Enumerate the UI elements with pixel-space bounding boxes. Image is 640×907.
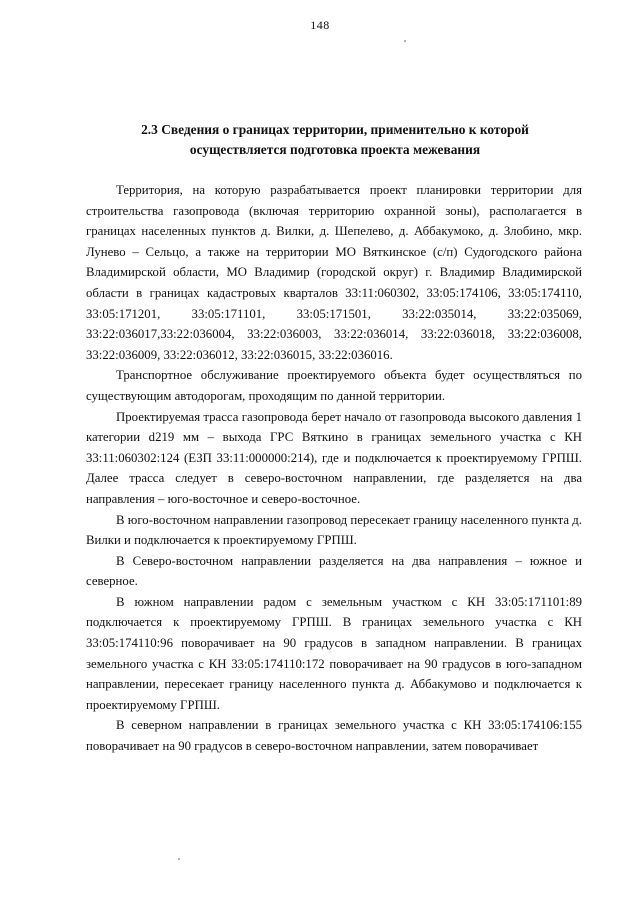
paragraph-southeast: В юго-восточном направлении газопровод пересекает границу населенного пункта д. Вилки и подключается к проектируемому ГРПШ. [86, 512, 582, 548]
paragraph-south: В южном направлении радом с земельным участком с КН 33:05:171101:89 подключается к проектируемому ГРПШ. В границах земельного участка с КН 33:05:174110:96 поворачивает на 90 градусов в западном направлении. В границах земельного участка с КН 33:05:174110:172 поворачивает на 90 градусов в юго-западном направлении, пересекает границу населенного пункта д. Аббакумово и подключается к проектируемому ГРПШ. [86, 594, 582, 712]
page-number: 148 [310, 18, 330, 32]
paragraph-north: В северном направлении в границах земельного участка с КН 33:05:174106:155 поворачивает на 90 градусов в северо-восточном направлении, затем поворачивает [86, 718, 582, 754]
section-heading [100, 120, 570, 160]
scan-speck [178, 858, 180, 860]
paragraph-route-start: Проектируемая трасса газопровода берет начало от газопровода высокого давления 1 категории d219 мм – выхода ГРС Вяткино в границах земельного участка с КН 33:11:060302:124 (ЕЗП 33:11:000000:214), где и подключается к проектируемому ГРПШ. Далее трасса следует в северо-восточном направлении, где разделяется на два направления – юго-восточное и северо-восточное. [86, 409, 582, 506]
section-heading-line-1: 2.3 Сведения о границах территории, применительно к которой [141, 122, 529, 137]
paragraph-northeast: В Северо-восточном направлении разделяется на два направления – южное и северное. [86, 553, 582, 589]
paragraph-territory: Территория, на которую разрабатывается проект планировки территории для строительства газопровода (включая территорию охранной зоны), располагается в границах населенных пунктов д. Вилки, д. Шепелево, д. Аббакумоко, д. Злобино, мкр. Лунево – Сельцо, а также на территории МО Вяткинское (с/п) Судогодского района Владимирской области, МО Владимир (городской округ) г. Владимир Владимирской области в границах кадастровых кварталов 33:11:060302, 33:05:174106, 33:05:174110, 33:05:171201, 33:05:171101, 33:05:171501, 33:22:035014, 33:22:035069, 33:22:036017,33:22:036004, 33:22:036003, 33:22:036014, 33:22:036018, 33:22:036008, 33:22:036009, 33:22:036012, 33:22:036015, 33:22:036016. [86, 183, 582, 362]
paragraph-transport: Транспортное обслуживание проектируемого объекта будет осуществляться по существующим автодорогам, проходящим по данной территории. [86, 368, 582, 403]
body-text [86, 180, 582, 757]
section-heading-line-2: осуществляется подготовка проекта межевания [189, 142, 481, 157]
scan-speck [404, 40, 406, 42]
